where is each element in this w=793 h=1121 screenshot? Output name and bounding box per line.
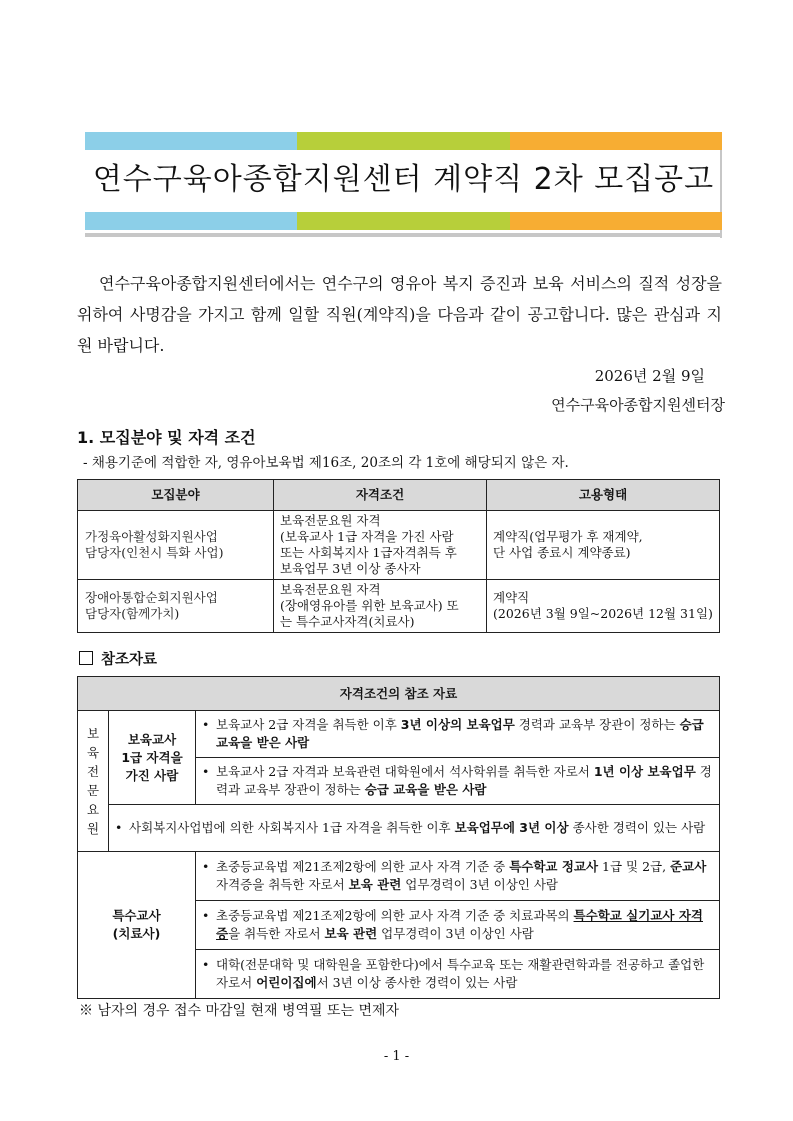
- list-item: • 대학(전문대학 및 대학원을 포함한다)에서 특수교육 또는 재활관련학과를 전공하고 졸업한 자로서 어린이집에서 3년 이상 종사한 경력이 있는 사람: [196, 950, 720, 999]
- header-bar-bottom: [85, 212, 722, 230]
- intro-text: 연수구육아종합지원센터에서는 연수구의 영유아 복지 증진과 보육 서비스의 질적 성장을 위하여 사명감을 가지고 함께 일할 직원(계약직)을 다음과 같이 공고합니다. 많은 관심과 지원 바랍니다.: [77, 274, 722, 355]
- field-cell: 장애아통합순회지원사업 담당자(함께가치): [78, 580, 274, 633]
- table-row: [78, 511, 720, 580]
- reference-table: [77, 676, 720, 999]
- organization-signature: 연수구육아종합지원센터장: [551, 396, 725, 414]
- list-item: • 보육교사 2급 자격과 보육관련 대학원에서 석사학위를 취득한 자로서 1년 이상 보육업무 경력과 교육부 장관이 정하는 승급 교육을 받은 사람: [196, 758, 720, 805]
- list-item: • 사회복지사업법에 의한 사회복지사 1급 자격을 취득한 이후 보육업무에 3년 이상 종사한 경력이 있는 사람: [109, 805, 720, 852]
- section1-note: - 채용기준에 적합한 자, 영유아보육법 제16조, 20조의 각 1호에 해당되지 않은 자.: [83, 455, 569, 471]
- employment-cell: 계약직 (2026년 3월 9일~2026년 12월 31일): [487, 580, 720, 633]
- announcement-date: 2026년 2월 9일: [594, 367, 705, 385]
- col-header-qualification: 자격조건: [274, 480, 487, 511]
- section1-heading: 1. 모집분야 및 자격 조건: [77, 428, 256, 447]
- reference-table-title: 자격조건의 참조 자료: [78, 677, 720, 711]
- field-cell: 가정육아활성화지원사업 담당자(인천시 특화 사업): [78, 511, 274, 580]
- employment-cell: 계약직(업무평가 후 재계약, 단 사업 종료시 계약종료): [487, 511, 720, 580]
- group-label-childcare-expert: 보 육 전 문 요 원: [78, 711, 109, 852]
- table-row: [78, 580, 720, 633]
- qualification-cell: 보육전문요원 자격 (장애영유아를 위한 보육교사) 또 는 특수교사자격(치료사): [274, 580, 487, 633]
- checkbox-square-icon: [79, 651, 93, 665]
- list-item: • 초중등교육법 제21조제2항에 의한 교사 자격 기준 중 치료과목의 특수학교 실기교사 자격증을 취득한 자로서 보육 관련 업무경력이 3년 이상인 사람: [196, 901, 720, 950]
- qualification-cell: 보육전문요원 자격 (보육교사 1급 자격을 가진 사람 또는 사회복지사 1급자격취득 후 보육업무 3년 이상 종사자: [274, 511, 487, 580]
- group-label-special-teacher: 특수교사 (치료사): [78, 852, 196, 999]
- col-header-field: 모집분야: [78, 480, 274, 511]
- list-item: • 보육교사 2급 자격을 취득한 이후 3년 이상의 보육업무 경력과 교육부 장관이 정하는 승급 교육을 받은 사람: [196, 711, 720, 758]
- intro-paragraph: [77, 268, 722, 361]
- footnote: ※ 남자의 경우 접수 마감일 현재 병역필 또는 면제자: [79, 1003, 400, 1019]
- recruitment-table: [77, 479, 720, 633]
- header-bar-top: [85, 132, 722, 150]
- sub-label-teacher-grade1: 보육교사 1급 자격을 가진 사람: [109, 711, 196, 805]
- list-item: • 초중등교육법 제21조제2항에 의한 교사 자격 기준 중 특수학교 정교사 1급 및 2급, 준교사 자격증을 취득한 자로서 보육 관련 업무경력이 3년 이상인 사람: [196, 852, 720, 901]
- page-title: 연수구육아종합지원센터 계약직 2차 모집공고: [92, 162, 715, 197]
- section2-heading: 참조자료: [79, 648, 157, 669]
- col-header-employment: 고용형태: [487, 480, 720, 511]
- title-shadow-bottom: [85, 233, 722, 237]
- page-number: - 1 -: [383, 1049, 410, 1064]
